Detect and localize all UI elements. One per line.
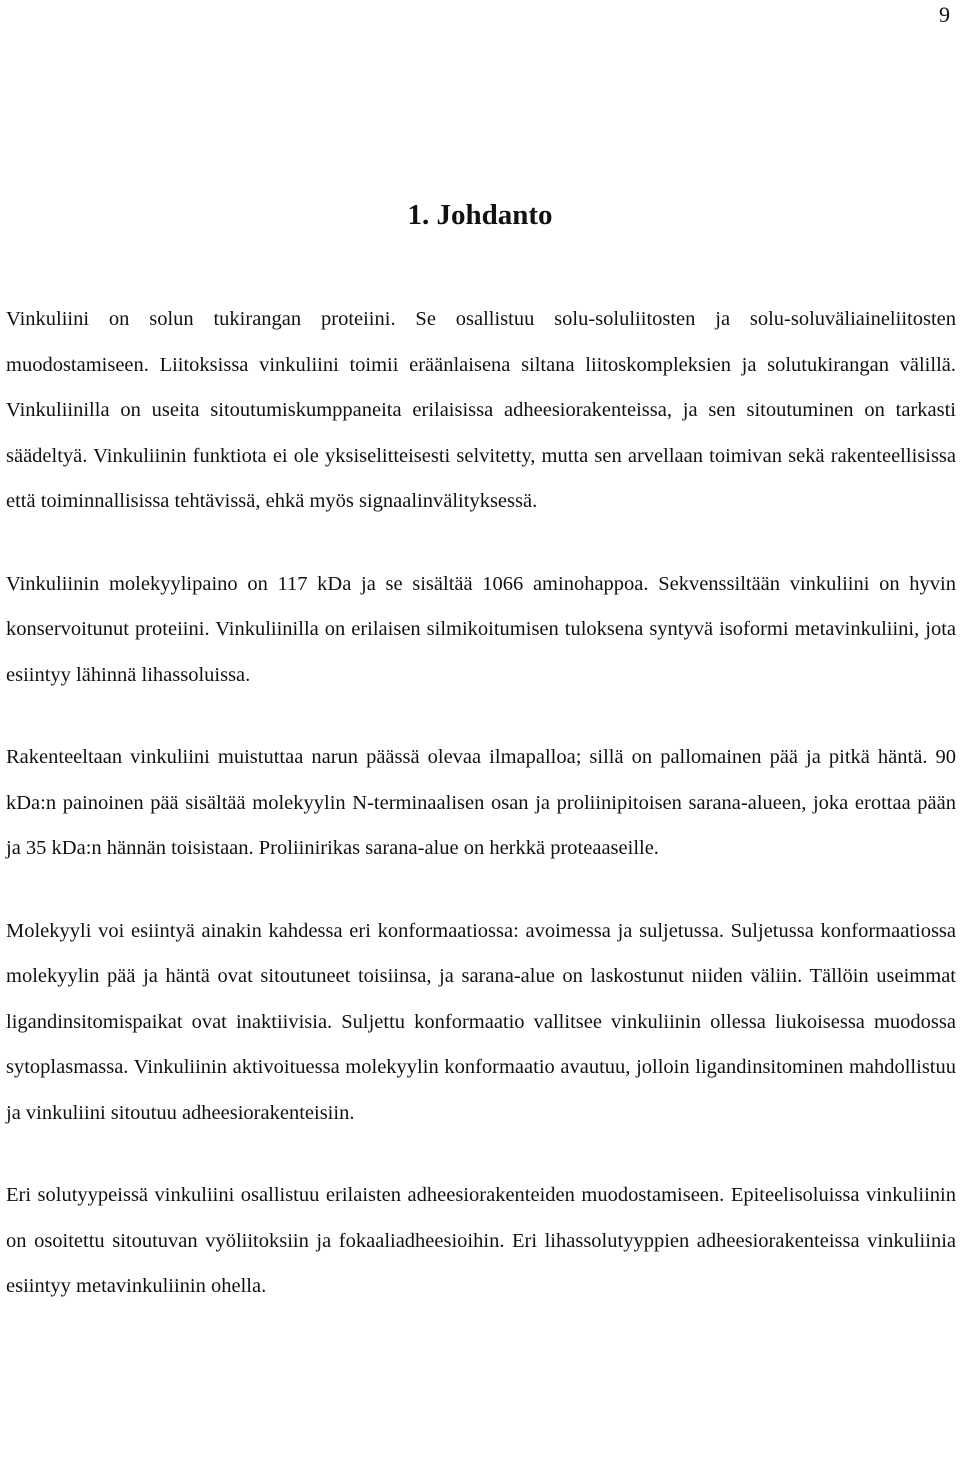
section-heading: 1. Johdanto: [407, 199, 553, 231]
paragraph-conformation: Molekyyli voi esiintyä ainakin kahdessa eri konformaatiossa: avoimessa ja suljetussa. Suljetussa konformaatiossa molekyylin pää ja häntä ovat sitoutuneet toisiinsa, ja sarana-alue on laskostunut niiden väliin. Tällöin useimmat ligandinsitomispaikat ovat inaktiivisia. Suljettu konformaatio vallitsee vinkuliinin ollessa liukoisessa muodossa sytoplasmassa. Vinkuliinin aktivoituessa molekyylin konformaatio avautuu, jolloin ligandinsitominen mahdollistuu ja vinkuliini sitoutuu adheesiorakenteisiin.: [6, 919, 956, 1124]
paragraph-structure: Rakenteeltaan vinkuliini muistuttaa narun päässä olevaa ilmapalloa; sillä on pallomainen pää ja pitkä häntä. 90 kDa:n painoinen pää sisältää molekyylin N-terminaalisen osan ja proliinipitoisen sarana-alueen, joka erottaa pään ja 35 kDa:n hännän toisistaan. Proliinirikas sarana-alue on herkkä proteaaseille.: [6, 746, 956, 859]
paragraph-cell-types: Eri solutyypeissä vinkuliini osallistuu erilaisten adheesiorakenteiden muodostamiseen. Epiteelisoluissa vinkuliinin on osoitettu sitoutuvan vyöliitoksiin ja fokaaliadheesioihin. Eri lihassolutyyppien adheesiorakenteissa vinkuliinia esiintyy metavinkuliinin ohella.: [6, 1184, 956, 1297]
paragraph-molecular-weight: Vinkuliinin molekyylipaino on 117 kDa ja se sisältää 1066 aminohappoa. Sekvenssiltään vinkuliini on hyvin konservoitunut proteiini. Vinkuliinilla on erilaisen silmikoitumisen tuloksena syntyvä isoformi metavinkuliini, jota esiintyy lähinnä lihassoluissa.: [6, 572, 956, 686]
body-text: [6, 297, 956, 1310]
paragraph-intro: Vinkuliini on solun tukirangan proteiini. Se osallistuu solu-soluliitosten ja solu-soluväliaineliitosten muodostamiseen. Liitoksissa vinkuliini toimii eräänlaisena siltana liitoskompleksien ja solutukirangan välillä. Vinkuliinilla on useita sitoutumiskumppaneita erilaisissa adheesiorakenteissa, ja sen sitoutuminen on tarkasti säädeltyä. Vinkuliinin funktiota ei ole yksiselitteisesti selvitetty, mutta sen arvellaan toimivan sekä rakenteellisissa että toiminnallisissa tehtävissä, ehkä myös signaalinvälityksessä.: [6, 308, 956, 512]
page-number: 9: [939, 2, 950, 27]
